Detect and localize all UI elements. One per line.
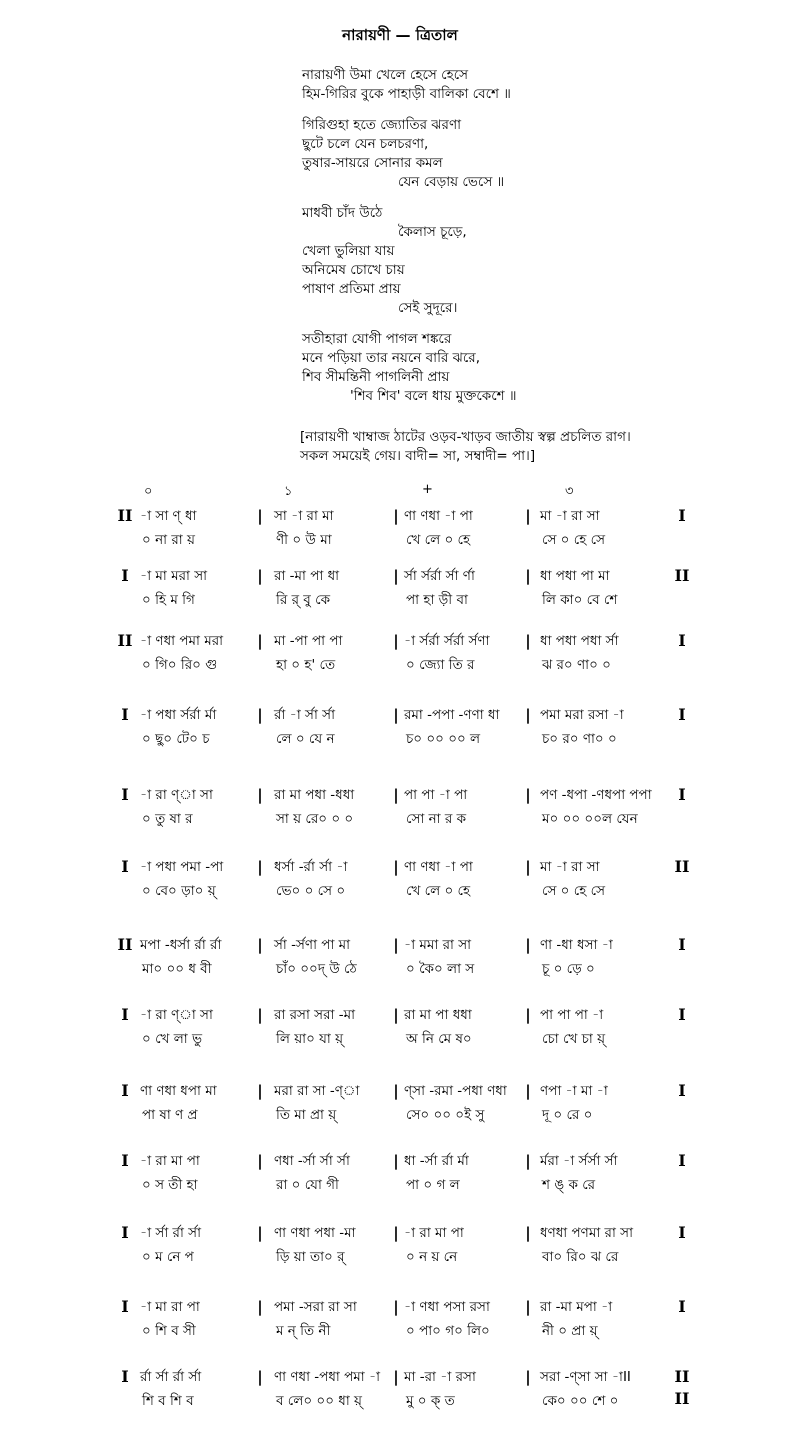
beat-divider: |: [525, 858, 531, 876]
bar-line-left: I: [121, 785, 129, 804]
bar-line-right: I: [678, 785, 686, 804]
beat-divider: |: [393, 936, 399, 954]
bar-line-right: I: [678, 506, 686, 525]
syllable-group: ০ ছু০ টে০ চ: [142, 731, 210, 747]
swara-group: পা পা -া পা: [404, 787, 468, 803]
lyric-line: মনে পড়িয়া তার নয়নে বারি ঝরে,: [302, 350, 481, 366]
swara-group: -া পধা র্সর্রা র্মা: [140, 707, 217, 723]
syllable-group: ০ কৈ০ লা স: [406, 961, 475, 977]
syllable-group: সা য় রে০ ০ ০: [276, 811, 354, 827]
beat-divider: |: [393, 1224, 399, 1242]
swara-group: -া ণধা পমা মরা: [140, 633, 224, 649]
swara-group: রা -মা পা ধা: [274, 568, 340, 584]
syllable-group: ঝ র০ ণা০ ০: [542, 657, 611, 673]
swara-group: ণা ণধা ধপা মা: [140, 1083, 217, 1099]
lyric-stanza: [302, 330, 722, 406]
swara-group: -া ণধা পসা রসা: [404, 1299, 490, 1315]
swara-group: ণপা -া মা -া: [540, 1083, 608, 1099]
swara-group: পণ -ধপা -ণধপা পপা: [540, 787, 652, 803]
swara-group: র্সা -র্সণা পা মা: [274, 937, 351, 953]
beat-divider: |: [257, 1368, 263, 1386]
bar-line-right: I: [678, 1223, 686, 1242]
swara-group: পমা মরা রসা -া: [540, 707, 624, 723]
syllable-group: খে লে ০ হে: [406, 883, 471, 899]
swara-group: পা পা পা -া: [540, 1007, 604, 1023]
notation-row: [0, 934, 800, 1004]
syllable-group: চ০ ০০ ০০ ল: [406, 731, 481, 747]
syllable-group: লে ০ যে ন: [276, 731, 335, 747]
beat-divider: |: [257, 786, 263, 804]
lyric-line: শিব সীমন্তিনী পাগলিনী প্রায়: [302, 369, 450, 385]
raga-note-line: সকল সময়েই গেয়। বাদী= সা, সম্বাদী= পা।]: [300, 448, 536, 464]
swara-group: মা -া রা সা: [540, 508, 600, 524]
swara-group: ধণধা পণমা রা সা: [540, 1225, 633, 1241]
bar-line-left: II: [117, 506, 133, 525]
swara-group: ণা ণধা পধা -মা: [274, 1225, 356, 1241]
beat-divider: |: [525, 1368, 531, 1386]
syllable-group: চো খে চা য়্: [542, 1031, 606, 1047]
beat-divider: |: [393, 1082, 399, 1100]
beat-divider: |: [393, 858, 399, 876]
bar-line-left: I: [121, 566, 129, 585]
swara-group: ণা ণধা -পধা পমা -া: [274, 1369, 381, 1385]
bar-line-left: I: [121, 1367, 129, 1386]
swara-group: ধর্সা -র্রা র্সা -া: [274, 859, 348, 875]
swara-group: রা মা পধা -ধধা: [274, 787, 355, 803]
syllable-group: হা ০ হ' তে: [276, 657, 336, 673]
syllable-group: রা ০ যো গী: [276, 1177, 339, 1193]
syllable-group: সে০ ০০ ০ই সু: [406, 1107, 485, 1123]
swara-group: পমা -সরা রা সা: [274, 1299, 357, 1315]
notation-row: [0, 704, 800, 784]
lyric-line: তুষার-সায়রে সোনার কমল: [302, 155, 443, 171]
swara-group: ধা -র্সা র্রা র্মা: [404, 1153, 469, 1169]
syllable-group: ০ খে লা ভু: [142, 1031, 203, 1047]
syllable-group: চূ ০ ড়ে ০: [542, 961, 595, 977]
swara-group: রমা -পপা -ণণা ধা: [404, 707, 500, 723]
beat-divider: |: [393, 507, 399, 525]
bar-line-right: I: [678, 1081, 686, 1100]
beat-divider: |: [525, 1152, 531, 1170]
beat-divider: |: [525, 706, 531, 724]
lyric-line: কৈলাস চূড়ে,: [398, 224, 467, 240]
beat-divider: |: [257, 936, 263, 954]
syllable-group: রি র্ বু কে: [276, 592, 331, 608]
beat-divider: |: [393, 1152, 399, 1170]
syllable-group: তি মা প্রা য়্: [276, 1107, 337, 1123]
bar-line-left: I: [121, 705, 129, 724]
swara-group: -া সা ণ্ ধা: [140, 508, 197, 524]
syllable-group: ০ হি ম গি: [142, 592, 195, 608]
beat-marker-row: [0, 482, 800, 502]
lyric-line: পাষাণ প্রতিমা প্রায়: [302, 281, 401, 297]
swara-group: -া মমা রা সা: [404, 937, 472, 953]
notation-row: [0, 1366, 800, 1426]
beat-divider: |: [525, 567, 531, 585]
syllable-group: শি ব শি ব: [142, 1393, 194, 1409]
lyric-line: সতীহারা যোগী পাগল শঙ্করে: [302, 331, 452, 347]
beat-divider: |: [525, 936, 531, 954]
syllable-group: দূ ০ রে ০: [542, 1107, 593, 1123]
lyric-line: হিম-গিরির বুকে পাহাড়ী বালিকা বেশে ॥: [302, 86, 511, 102]
bar-line-right: I: [678, 935, 686, 954]
swara-group: র্মরা -া র্সর্সা র্সা: [540, 1153, 618, 1169]
bar-line-left: I: [121, 1223, 129, 1242]
beat-divider: |: [257, 567, 263, 585]
syllable-group: চ০ র০ ণা০ ০: [542, 731, 617, 747]
beat-divider: |: [525, 632, 531, 650]
swara-group: ণা ণধা -া পা: [404, 508, 473, 524]
notation-row: [0, 856, 800, 934]
swara-group: -া রা ণ্া সা: [140, 787, 213, 803]
swara-group: র্রা র্সা র্রা র্সা: [140, 1369, 202, 1385]
syllable-group: ০ স তী হা: [142, 1177, 198, 1193]
syllable-group: লি কা০ বে শে: [542, 592, 618, 608]
notation-row: [0, 1222, 800, 1296]
beat-marker-1: ১: [284, 484, 293, 499]
syllable-group: সো না র ক: [406, 811, 467, 827]
bar-line-right: I: [678, 1151, 686, 1170]
lyric-line: খেলা ভুলিয়া যায়: [302, 243, 395, 259]
syllable-group: ০ না রা য়: [142, 532, 195, 548]
beat-divider: |: [525, 786, 531, 804]
lyric-line: ছুটে চলে যেন চলচরণা,: [302, 136, 429, 152]
beat-divider: |: [525, 1224, 531, 1242]
swara-group: ণা -ধা ধসা -া: [540, 937, 613, 953]
swara-group: রা রসা সরা -মা: [274, 1007, 356, 1023]
syllable-group: ড়ি য়া তা০ র্: [276, 1249, 345, 1265]
swara-group: র্রা -া র্সা র্সা: [274, 707, 335, 723]
syllable-group: সে ০ হে সে: [542, 883, 606, 899]
bar-line-left: I: [121, 1081, 129, 1100]
syllable-group: চাঁ০ ০০দ্ উ ঠে: [276, 961, 357, 977]
lyric-line: নারায়ণী উমা খেলে হেসে হেসে: [302, 67, 469, 83]
beat-divider: |: [525, 1082, 531, 1100]
notation-score: [0, 505, 800, 1426]
beat-divider: |: [257, 632, 263, 650]
lyric-line: 'শিব শিব' বলে ধায় মুক্তকেশে ॥: [350, 388, 517, 404]
notation-row: [0, 1004, 800, 1080]
syllable-group: ০ ম নে প: [142, 1249, 194, 1265]
swara-group: মা -া রা সা: [540, 859, 600, 875]
swara-group: -া র্সর্রা র্সর্রা র্সণা: [404, 633, 490, 649]
beat-divider: |: [257, 507, 263, 525]
swara-group: -া রা মা পা: [404, 1225, 464, 1241]
swara-group: সা -া রা মা: [274, 508, 334, 524]
bar-line-left: II: [117, 935, 133, 954]
swara-group: -া রা মা পা: [140, 1153, 200, 1169]
syllable-group: ০ গি০ রি০ গু: [142, 657, 218, 673]
syllable-group: সে ০ হে সে: [542, 532, 606, 548]
syllable-group: খে লে ০ হে: [406, 532, 471, 548]
syllable-group: ম ন্ তি নী: [276, 1323, 331, 1339]
syllable-group: ণী ০ উ মা: [276, 532, 332, 548]
syllable-group: ব লে০ ০০ ধা য়্: [276, 1393, 362, 1409]
syllable-group: পা হা ড়ী বা: [406, 592, 468, 608]
notation-row: [0, 1080, 800, 1150]
page-title: নারায়ণী — ত্রিতাল: [342, 26, 458, 44]
swara-group: সরা -ণ্সা সা -াII: [540, 1369, 631, 1385]
beat-divider: |: [525, 1298, 531, 1316]
bar-line-left: II: [117, 631, 133, 650]
beat-divider: |: [393, 1298, 399, 1316]
lyric-line: মাধবী চাঁদ উঠে: [302, 205, 383, 221]
swara-group: -া পধা পমা -পা: [140, 859, 224, 875]
beat-marker-0: ০: [144, 484, 153, 499]
beat-divider: |: [257, 1152, 263, 1170]
notation-row: [0, 630, 800, 704]
syllable-group: ০ তু ষা র: [142, 811, 193, 827]
lyric-stanza: [302, 204, 722, 318]
notation-row: [0, 1296, 800, 1366]
beat-divider: |: [525, 507, 531, 525]
swara-group: মা -পা পা পা: [274, 633, 343, 649]
beat-divider: |: [393, 632, 399, 650]
swara-group: ণধা -র্সা র্সা র্সা: [274, 1153, 350, 1169]
swara-group: -া র্সা র্রা র্সা: [140, 1225, 201, 1241]
syllable-group: মু ০ ক্ ত: [406, 1393, 455, 1409]
lyric-line: গিরিগুহা হতে জ্যোতির ঝরণা: [302, 117, 462, 133]
swara-group: ধা পধা পধা র্সা: [540, 633, 619, 649]
raga-note-line: [নারায়ণী খাম্বাজ ঠাটের ওড়ব-খাড়ব জাতীয় স্বল্প প্রচলিত রাগ।: [300, 429, 631, 445]
beat-divider: |: [257, 706, 263, 724]
beat-divider: |: [257, 1082, 263, 1100]
swara-group: -া রা ণ্া সা: [140, 1007, 213, 1023]
swara-group: ণা ণধা -া পা: [404, 859, 473, 875]
bar-line-right: I: [678, 705, 686, 724]
notation-row: [0, 505, 800, 565]
swara-group: রা মা পা ধধা: [404, 1007, 472, 1023]
swara-group: মরা রা সা -ণ্া: [274, 1083, 360, 1099]
beat-marker-3: ৩: [565, 484, 574, 499]
notation-row: [0, 1150, 800, 1222]
beat-divider: |: [257, 1006, 263, 1024]
beat-divider: |: [257, 1298, 263, 1316]
syllable-group: ০ পা০ গ০ লি০: [406, 1323, 490, 1339]
beat-divider: |: [393, 1368, 399, 1386]
bar-line-left: I: [121, 1005, 129, 1024]
syllable-group: শ ঙ্ ক রে: [542, 1177, 596, 1193]
beat-marker-plus: +: [422, 482, 433, 497]
lyric-line: সেই সুদূরে।: [398, 300, 458, 316]
bar-line-right: II: [674, 566, 690, 585]
lyric-line: অনিমেষ চোখে চায়: [302, 262, 405, 278]
bar-line-right: I: [678, 1005, 686, 1024]
syllable-group: নী ০ প্রা য়্: [542, 1323, 598, 1339]
swara-group: র্সা র্সর্রা র্সা র্ণা: [404, 568, 475, 584]
swara-group: -া মা রা পা: [140, 1299, 200, 1315]
beat-divider: |: [257, 1224, 263, 1242]
syllable-group: পা ষা ণ প্র: [142, 1107, 198, 1123]
swara-group: মা -রা -া রসা: [404, 1369, 476, 1385]
swara-group: রা -মা মপা -া: [540, 1299, 613, 1315]
bar-line-right: I: [678, 1297, 686, 1316]
syllable-group: ০ ন য় নে: [406, 1249, 458, 1265]
bar-line-left: I: [121, 857, 129, 876]
bar-line-right: I: [678, 631, 686, 650]
lyric-stanza: [302, 66, 722, 104]
syllable-group: লি য়া০ যা য়্: [276, 1031, 344, 1047]
syllable-group: ০ শি ব সী: [142, 1323, 196, 1339]
raga-note: [300, 428, 740, 466]
beat-divider: |: [393, 786, 399, 804]
swara-group: ণ্সা -রমা -পধা ণধা: [404, 1083, 507, 1099]
lyric-stanza: [302, 116, 722, 192]
syllable-group: পা ০ গ ল: [406, 1177, 460, 1193]
beat-divider: |: [525, 1006, 531, 1024]
syllable-group: বা০ রি০ ঝ রে: [542, 1249, 619, 1265]
syllable-group: মা০ ০০ ধ বী: [142, 961, 212, 977]
syllable-group: ০ বে০ ড়া০ য়্: [142, 883, 216, 899]
swara-group: -া মা মরা সা: [140, 568, 208, 584]
bar-line-right: II II: [674, 1367, 690, 1408]
bar-line-left: I: [121, 1151, 129, 1170]
bar-line-left: I: [121, 1297, 129, 1316]
bar-line-right: II: [674, 857, 690, 876]
syllable-group: ০ জ্যো তি র: [406, 657, 475, 673]
beat-divider: |: [393, 706, 399, 724]
syllable-group: কে০ ০০ শে ০: [542, 1393, 619, 1409]
syllable-group: অ নি মে ষ০: [406, 1031, 472, 1047]
syllable-group: ভে০ ০ সে ০: [276, 883, 346, 899]
beat-divider: |: [257, 858, 263, 876]
lyrics-block: [302, 66, 722, 418]
syllable-group: ম০ ০০ ০০ল যেন: [542, 811, 638, 827]
notation-row: [0, 565, 800, 630]
notation-row: [0, 784, 800, 856]
swara-group: মপা -ধর্সা র্রা র্রা: [140, 937, 222, 953]
swara-group: ধা পধা পা মা: [540, 568, 610, 584]
beat-divider: |: [393, 567, 399, 585]
lyric-line: যেন বেড়ায় ভেসে ॥: [398, 174, 505, 190]
beat-divider: |: [393, 1006, 399, 1024]
